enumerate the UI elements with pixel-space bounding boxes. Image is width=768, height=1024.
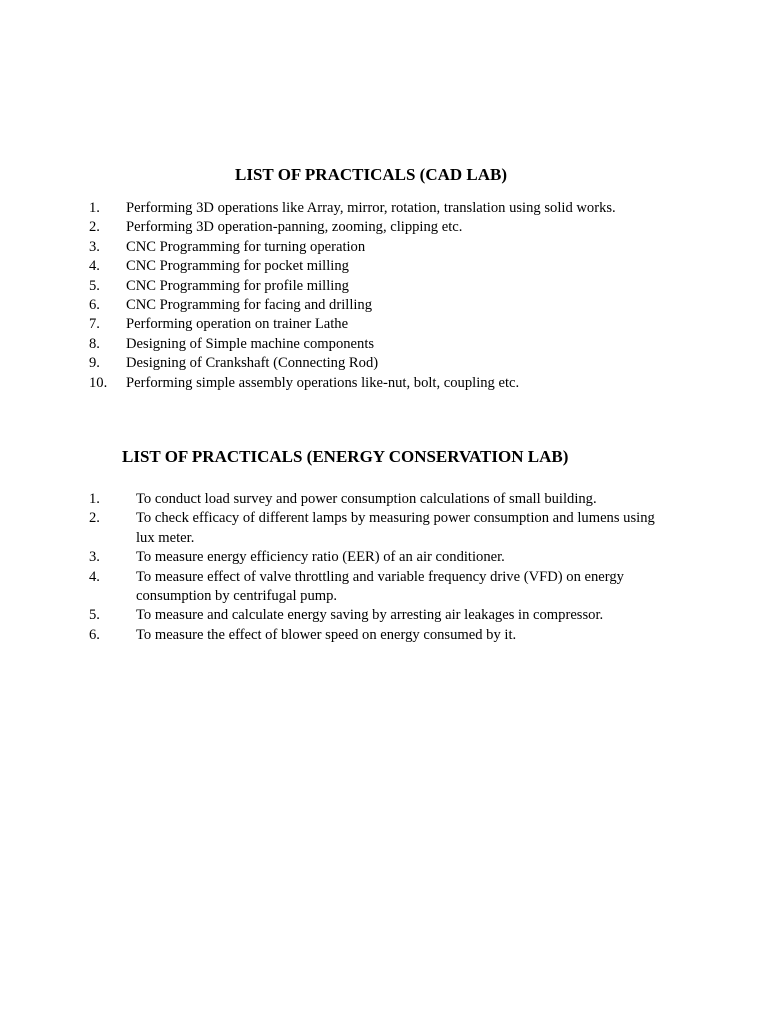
list-item (89, 568, 709, 607)
item-number: 10. (89, 374, 108, 391)
item-text: To measure and calculate energy saving by arresting air leakages in compressor. (136, 607, 604, 624)
item-text: CNC Programming for turning operation (126, 238, 366, 255)
energy-lab-title: LIST OF PRACTICALS (ENERGY CONSERVATION LAB) (122, 447, 569, 466)
item-number: 2. (89, 219, 100, 236)
list-item (89, 277, 709, 296)
item-text: To check efficacy of different lamps by measuring power consumption and lumens using lux meter. (136, 510, 655, 546)
list-item (89, 335, 709, 354)
item-text: CNC Programming for profile milling (126, 277, 349, 294)
item-number: 6. (89, 297, 100, 314)
item-text: Performing simple assembly operations like-nut, bolt, coupling etc. (126, 374, 520, 391)
item-number: 8. (89, 335, 100, 352)
list-item (89, 374, 709, 393)
list-item (89, 626, 709, 645)
list-item (89, 199, 709, 218)
list-item (89, 490, 709, 509)
item-text: Performing 3D operations like Array, mirror, rotation, translation using solid works. (126, 200, 616, 216)
list-item (89, 509, 709, 548)
energy-practicals-list (89, 490, 709, 645)
item-text: To conduct load survey and power consumption calculations of small building. (136, 491, 597, 507)
item-number: 4. (89, 568, 100, 585)
item-number: 2. (89, 510, 100, 527)
cad-practicals-list (89, 199, 709, 393)
item-text: CNC Programming for facing and drilling (126, 297, 373, 314)
list-item (89, 315, 709, 334)
item-text: To measure the effect of blower speed on energy consumed by it. (136, 626, 517, 643)
item-number: 6. (89, 626, 100, 643)
list-item (89, 238, 709, 257)
list-item (89, 218, 709, 237)
item-text: Designing of Crankshaft (Connecting Rod) (126, 355, 379, 372)
item-number: 5. (89, 607, 100, 624)
item-text: To measure energy efficiency ratio (EER) of an air conditioner. (136, 549, 505, 566)
item-text: To measure effect of valve throttling and variable frequency drive (VFD) on energy consumption by centrifugal pump. (136, 568, 624, 605)
list-item (89, 257, 709, 276)
item-text: Performing 3D operation-panning, zooming, clipping etc. (126, 219, 463, 236)
item-number: 1. (89, 200, 100, 216)
item-text: Performing operation on trainer Lathe (126, 316, 349, 333)
item-text: Designing of Simple machine components (126, 335, 375, 352)
item-text: CNC Programming for pocket milling (126, 258, 349, 275)
list-item (89, 296, 709, 315)
item-number: 1. (89, 491, 100, 507)
item-number: 7. (89, 316, 100, 333)
cad-lab-title: LIST OF PRACTICALS (CAD LAB) (235, 165, 508, 184)
list-item (89, 548, 709, 567)
item-number: 9. (89, 355, 100, 372)
item-number: 3. (89, 238, 100, 255)
item-number: 4. (89, 258, 100, 275)
item-number: 5. (89, 277, 100, 294)
item-number: 3. (89, 549, 100, 566)
list-item (89, 606, 709, 625)
list-item (89, 354, 709, 373)
